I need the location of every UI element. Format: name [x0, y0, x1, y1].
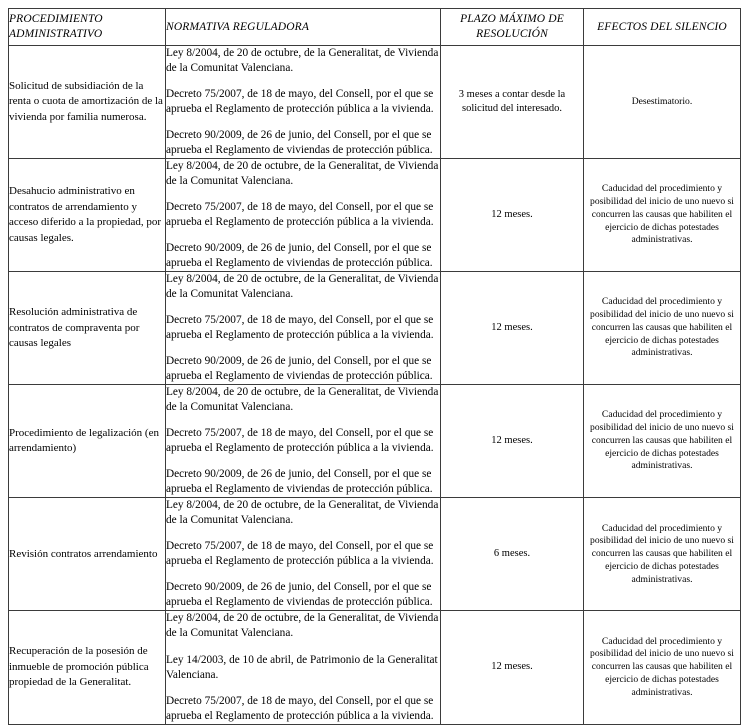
- cell-efectos: Caducidad del procedimiento y posibilidad del inicio de uno nuevo si concurren las causas que habiliten el ejercicio de dichas potestades administrativas.: [584, 159, 741, 272]
- cell-normativa: [166, 498, 441, 611]
- cell-normativa: [166, 272, 441, 385]
- cell-normativa: [166, 385, 441, 498]
- normativa-item: Decreto 75/2007, de 18 de mayo, del Consell, por el que se aprueba el Reglamento de protección pública a la vivienda.: [166, 540, 434, 568]
- normativa-item: Ley 8/2004, de 20 de octubre, de la Generalitat, de Vivienda de la Comunitat Valenciana.: [166, 499, 439, 527]
- cell-procedimiento: Recuperación de la posesión de inmueble de promoción pública propiedad de la Generalitat.: [9, 611, 166, 724]
- normativa-item: Decreto 75/2007, de 18 de mayo, del Consell, por el que se aprueba el Reglamento de protección pública a la vivienda.: [166, 201, 434, 229]
- cell-procedimiento: Revisión contratos arrendamiento: [9, 498, 166, 611]
- normativa-item: Decreto 75/2007, de 18 de mayo, del Consell, por el que se aprueba el Reglamento de protección pública a la vivienda.: [166, 694, 434, 722]
- normativa-item: Decreto 75/2007, de 18 de mayo, del Consell, por el que se aprueba el Reglamento de protección pública a la vivienda.: [166, 88, 434, 116]
- cell-efectos: Caducidad del procedimiento y posibilidad del inicio de uno nuevo si concurren las causas que habiliten el ejercicio de dichas potestades administrativas.: [584, 611, 741, 724]
- column-header-normativa: NORMATIVA REGULADORA: [166, 9, 441, 46]
- cell-efectos: Caducidad del procedimiento y posibilidad del inicio de uno nuevo si concurren las causas que habiliten el ejercicio de dichas potestades administrativas.: [584, 272, 741, 385]
- normativa-item: Ley 8/2004, de 20 de octubre, de la Generalitat, de Vivienda de la Comunitat Valenciana.: [166, 612, 439, 640]
- normativa-item: Ley 8/2004, de 20 de octubre, de la Generalitat, de Vivienda de la Comunitat Valenciana.: [166, 273, 439, 301]
- cell-efectos: Desestimatorio.: [584, 46, 741, 159]
- column-header-procedimiento: PROCEDIMIENTO ADMINISTRATIVO: [9, 9, 166, 46]
- table-body: [9, 46, 741, 725]
- cell-efectos: Caducidad del procedimiento y posibilidad del inicio de uno nuevo si concurren las causas que habiliten el ejercicio de dichas potestades administrativas.: [584, 385, 741, 498]
- table-row: [9, 46, 741, 159]
- normativa-item: Decreto 90/2009, de 26 de junio, del Consell, por el que se aprueba el Reglamento de viviendas de protección pública.: [166, 355, 433, 383]
- cell-procedimiento: Procedimiento de legalización (en arrendamiento): [9, 385, 166, 498]
- table-row: [9, 498, 741, 611]
- normativa-item: Decreto 90/2009, de 26 de junio, del Consell, por el que se aprueba el Reglamento de viviendas de protección pública.: [166, 242, 433, 270]
- cell-normativa: [166, 159, 441, 272]
- cell-plazo: 12 meses.: [441, 385, 584, 498]
- normativa-item: Decreto 90/2009, de 26 de junio, del Consell, por el que se aprueba el Reglamento de viviendas de protección pública.: [166, 468, 433, 496]
- cell-normativa: [166, 611, 441, 724]
- cell-plazo: 12 meses.: [441, 272, 584, 385]
- normativa-item: Ley 8/2004, de 20 de octubre, de la Generalitat, de Vivienda de la Comunitat Valenciana.: [166, 386, 439, 414]
- cell-plazo: 6 meses.: [441, 498, 584, 611]
- normativa-item: Decreto 90/2009, de 26 de junio, del Consell, por el que se aprueba el Reglamento de viviendas de protección pública.: [166, 129, 433, 157]
- procedimientos-table: [8, 8, 741, 725]
- cell-normativa: [166, 46, 441, 159]
- table-header: [9, 9, 741, 46]
- cell-plazo: 12 meses.: [441, 159, 584, 272]
- normativa-item: Decreto 90/2009, de 26 de junio, del Consell, por el que se aprueba el Reglamento de viviendas de protección pública.: [166, 581, 433, 609]
- table-row: [9, 611, 741, 724]
- cell-plazo: 12 meses.: [441, 611, 584, 724]
- cell-procedimiento: Resolución administrativa de contratos de compraventa por causas legales: [9, 272, 166, 385]
- column-header-efectos: EFECTOS DEL SILENCIO: [584, 9, 741, 46]
- normativa-item: Decreto 75/2007, de 18 de mayo, del Consell, por el que se aprueba el Reglamento de protección pública a la vivienda.: [166, 314, 434, 342]
- cell-efectos: Caducidad del procedimiento y posibilidad del inicio de uno nuevo si concurren las causas que habiliten el ejercicio de dichas potestades administrativas.: [584, 498, 741, 611]
- normativa-item: Ley 8/2004, de 20 de octubre, de la Generalitat, de Vivienda de la Comunitat Valenciana.: [166, 160, 439, 188]
- cell-plazo: 3 meses a contar desde la solicitud del interesado.: [441, 46, 584, 159]
- cell-procedimiento: Solicitud de subsidiación de la renta o cuota de amortización de la vivienda por familia numerosa.: [9, 46, 166, 159]
- normativa-item: Ley 8/2004, de 20 de octubre, de la Generalitat, de Vivienda de la Comunitat Valenciana.: [166, 47, 439, 75]
- normativa-item: Ley 14/2003, de 10 de abril, de Patrimonio de la Generalitat Valenciana.: [166, 653, 438, 681]
- table-row: [9, 385, 741, 498]
- cell-procedimiento: Desahucio administrativo en contratos de arrendamiento y acceso diferido a la propiedad, por causas legales.: [9, 159, 166, 272]
- column-header-plazo: PLAZO MÁXIMO DE RESOLUCIÓN: [441, 9, 584, 46]
- normativa-item: Decreto 75/2007, de 18 de mayo, del Consell, por el que se aprueba el Reglamento de protección pública a la vivienda.: [166, 427, 434, 455]
- table-row: [9, 272, 741, 385]
- table-header-row: [9, 9, 741, 46]
- table-row: [9, 159, 741, 272]
